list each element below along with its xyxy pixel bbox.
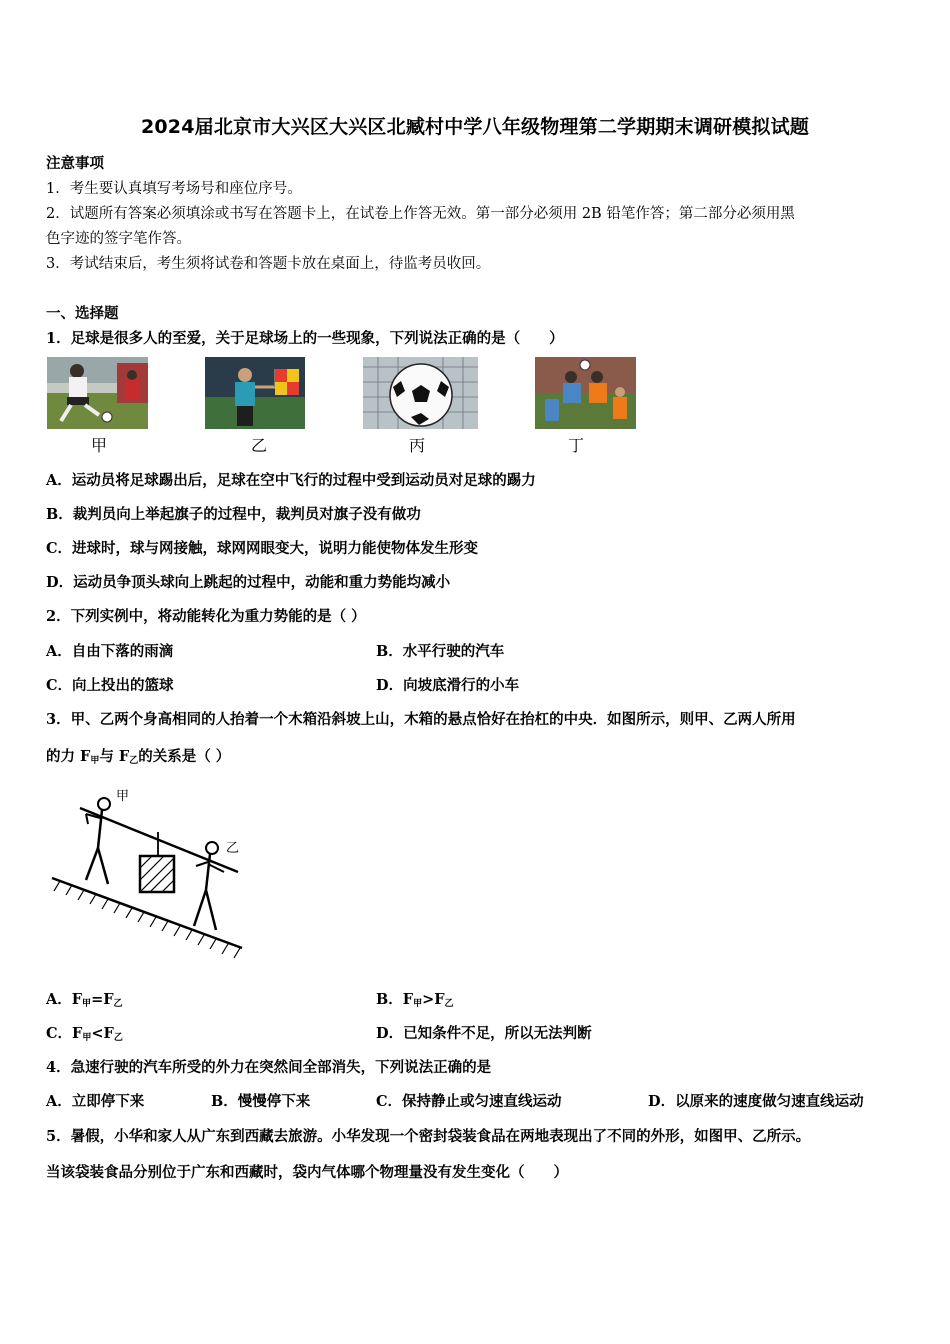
option: B．$F_甲>F_乙$ [376,991,454,1009]
figure-label-yi: 乙 [226,841,240,856]
question-4-stem: 4．急速行驶的汽车所受的外力在突然间全部消失，下列说法正确的是 [46,1059,492,1076]
option: C．保持静止或匀速直线运动 [376,1093,562,1110]
option: C．进球时，球与网接触，球网网眼变大，说明力能使物体发生形变 [46,540,479,557]
question-5-stem-line2: 当该袋装食品分别位于广东和西藏时，袋内气体哪个物理量没有发生变化（ ） [46,1164,568,1181]
option: B．慢慢停下来 [211,1093,311,1110]
option: D．以原来的速度做匀速直线运动 [648,1093,864,1110]
photo-caption: 乙 [251,436,268,455]
photo-caption: 丙 [409,436,426,455]
notice-heading: 注意事项 [46,155,104,172]
question-5-stem: 5．暑假，小华和家人从广东到西藏去旅游。小华发现一个密封袋装食品在两地表现出了不同的外形，如图甲、乙所示。 [46,1128,811,1145]
option: C．向上投出的篮球 [46,677,174,694]
option: D．向坡底滑行的小车 [376,677,520,694]
option: B．裁判员向上举起旗子的过程中，裁判员对旗子没有做功 [46,506,421,523]
option: A．$F_甲=F_乙$ [46,991,123,1009]
question-1-stem: 1．足球是很多人的至爱，关于足球场上的一些现象，下列说法正确的是（ ） [46,330,564,347]
option: D．运动员争顶头球向上跳起的过程中，动能和重力势能均减小 [46,574,451,591]
section-heading: 一、选择题 [46,305,119,322]
photo-ball-in-net [363,357,478,429]
notice-item: 2．试题所有答案必须填涂或书写在答题卡上，在试卷上作答无效。第一部分必须用 2B 铅笔作答；第二部分必须用黑 [46,206,795,222]
notice-item: 3．考试结束后，考生须将试卷和答题卡放在桌面上，待监考员收回。 [46,256,491,272]
photo-caption: 丁 [568,436,585,455]
question-3-stem-line2: 的力 $F_甲$与 $F_乙$的关系是（ ） [46,748,231,766]
photo-heading-ball [535,357,636,429]
notice-item: 色字迹的签字笔作答。 [46,231,191,247]
photo-kicking-player [47,357,148,429]
option: C．$F_甲<F_乙$ [46,1025,123,1043]
slope-diagram [46,780,251,960]
photo-caption: 甲 [91,436,108,455]
notice-item: 1．考生要认真填写考场号和座位序号。 [46,181,302,197]
figure-label-jia: 甲 [116,789,130,804]
option: A．立即停下来 [46,1093,145,1110]
question-2-stem: 2．下列实例中，将动能转化为重力势能的是（ ） [46,608,366,625]
option: B．水平行驶的汽车 [376,643,505,660]
option: A．运动员将足球踢出后，足球在空中飞行的过程中受到运动员对足球的踢力 [46,472,536,489]
page-title: 2024届北京市大兴区大兴区北臧村中学八年级物理第二学期期末调研模拟试题 [140,116,810,138]
option: D．已知条件不足，所以无法判断 [376,1025,592,1042]
question-3-stem: 3．甲、乙两个身高相同的人抬着一个木箱沿斜坡上山，木箱的悬点恰好在抬杠的中央．如图所示，则甲、乙两人所用 [46,711,796,728]
photo-referee-flag [205,357,305,429]
option: A．自由下落的雨滴 [46,643,174,660]
